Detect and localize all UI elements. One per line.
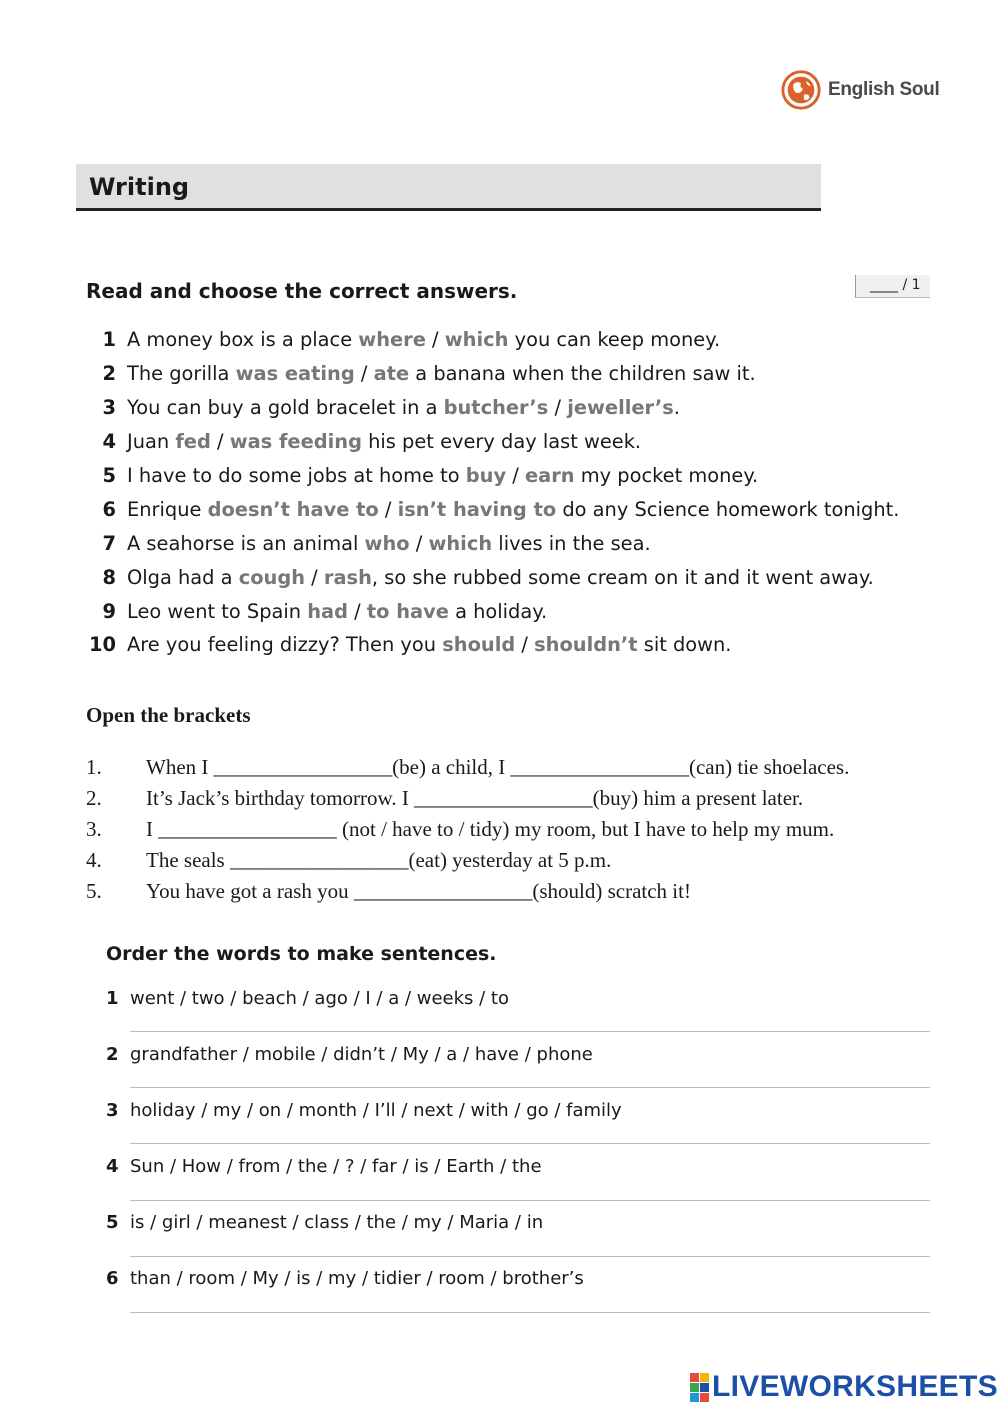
- answer-line[interactable]: [130, 1256, 930, 1257]
- exercise3-item: [106, 1262, 936, 1318]
- exercise3-item: [106, 1150, 936, 1206]
- sentence-text: .: [673, 396, 680, 420]
- section-title: Writing: [89, 173, 190, 201]
- answer-option[interactable]: cough: [238, 565, 306, 589]
- sentence-text: A seahorse is an animal: [127, 531, 365, 555]
- answer-option[interactable]: fed: [175, 430, 211, 454]
- item-sentence[interactable]: When I _________________(be) a child, I _________________(can) tie shoelaces.: [146, 755, 850, 779]
- exercise1-item: [86, 391, 966, 425]
- item-sentence: [127, 328, 720, 351]
- item-number: 1: [102, 328, 116, 352]
- english-soul-logo: [780, 68, 939, 112]
- answer-option[interactable]: ate: [373, 362, 410, 386]
- answer-option[interactable]: where: [358, 328, 426, 352]
- sentence-text: /: [210, 430, 230, 454]
- word-list: went / two / beach / ago / I / a / weeks / to: [130, 987, 509, 1009]
- item-sentence: [127, 464, 758, 487]
- item-number: 3: [106, 1099, 119, 1121]
- answer-option[interactable]: doesn’t have to: [207, 497, 379, 521]
- item-number: 7: [102, 531, 116, 555]
- item-number: 2.: [86, 786, 102, 810]
- sentence-text: /: [305, 565, 324, 589]
- sentence-text: Leo went to Spain: [127, 599, 308, 623]
- word-list: Sun / How / from / the / ? / far / is / Earth / the: [130, 1156, 542, 1178]
- exercise3-item: [106, 1037, 936, 1093]
- item-number: 4: [106, 1156, 119, 1178]
- sentence-text: a banana when the children saw it.: [409, 362, 756, 386]
- answer-option[interactable]: had: [307, 599, 349, 623]
- answer-line[interactable]: [130, 1031, 930, 1032]
- sentence-text: sit down.: [637, 633, 732, 657]
- item-sentence: [127, 362, 756, 385]
- answer-option[interactable]: shouldn’t: [534, 633, 638, 657]
- exercise1-item: [86, 357, 966, 391]
- item-number: 4: [102, 430, 116, 454]
- word-list: than / room / My / is / my / tidier / room / brother’s: [130, 1268, 584, 1290]
- item-sentence[interactable]: The seals _________________(eat) yesterday at 5 p.m.: [146, 848, 612, 872]
- item-sentence: [127, 532, 651, 555]
- answer-option[interactable]: which: [428, 531, 493, 555]
- liveworksheets-footer: [690, 1370, 998, 1404]
- item-sentence: [127, 498, 899, 521]
- exercise1-item: [86, 594, 966, 628]
- word-list: holiday / my / on / month / I’ll / next / with / go / family: [130, 1099, 622, 1121]
- sentence-text: /: [515, 633, 535, 657]
- item-number: 10: [89, 633, 116, 657]
- item-number: 6: [102, 497, 116, 521]
- exercise1-item: [86, 323, 966, 357]
- exercise2-item: [86, 752, 986, 783]
- sentence-text: /: [378, 497, 398, 521]
- exercise1-item: [86, 425, 966, 459]
- item-number: 1: [106, 987, 119, 1009]
- exercise2-heading: Open the brackets: [86, 703, 251, 727]
- sentence-text: A money box is a place: [127, 328, 359, 352]
- exercise3-heading: Order the words to make sentences.: [106, 943, 497, 965]
- answer-line[interactable]: [130, 1312, 930, 1313]
- answer-option[interactable]: who: [364, 531, 410, 555]
- answer-option[interactable]: to have: [366, 599, 449, 623]
- sentence-text: , so she rubbed some cream on it and it went away.: [371, 565, 874, 589]
- item-number: 2: [102, 362, 116, 386]
- sentence-text: /: [548, 396, 568, 420]
- exercise1-item: [86, 560, 966, 594]
- globe-icon: [780, 68, 822, 112]
- sentence-text: a holiday.: [448, 599, 548, 623]
- answer-option[interactable]: was feeding: [229, 430, 362, 454]
- sentence-text: /: [425, 328, 445, 352]
- exercise1-heading: Read and choose the correct answers.: [86, 279, 518, 303]
- answer-option[interactable]: was eating: [235, 362, 355, 386]
- exercise3-item: [106, 1206, 936, 1262]
- item-number: 6: [106, 1268, 119, 1290]
- answer-line[interactable]: [130, 1143, 930, 1144]
- section-header: [76, 164, 821, 211]
- sentence-text: /: [409, 531, 429, 555]
- answer-option[interactable]: jeweller’s: [567, 396, 674, 420]
- sentence-text: Olga had a: [127, 565, 239, 589]
- exercise1-item: [86, 492, 966, 526]
- item-sentence: [127, 633, 731, 656]
- exercise3-list: [106, 981, 936, 1318]
- sentence-text: Juan: [127, 430, 176, 454]
- item-number: 9: [102, 599, 116, 623]
- item-sentence[interactable]: It’s Jack’s birthday tomorrow. I _________________(buy) him a present later.: [146, 786, 804, 810]
- sentence-text: my pocket money.: [574, 464, 759, 487]
- logo-text: English Soul: [828, 79, 940, 100]
- sentence-text: /: [354, 362, 374, 386]
- item-number: 2: [106, 1043, 119, 1065]
- sentence-text: do any Science homework tonight.: [556, 497, 900, 521]
- item-sentence: [127, 600, 547, 623]
- answer-option[interactable]: should: [442, 633, 516, 657]
- liveworksheets-icon: [690, 1373, 709, 1402]
- exercise2-list: [86, 752, 986, 907]
- sentence-text: The gorilla: [127, 362, 236, 386]
- answer-option[interactable]: earn: [524, 464, 575, 487]
- item-number: 1.: [86, 755, 102, 779]
- item-sentence[interactable]: You have got a rash you _________________(should) scratch it!: [146, 879, 691, 903]
- item-number: 5: [106, 1212, 119, 1234]
- answer-option[interactable]: isn’t having to: [397, 497, 557, 521]
- item-number: 3: [102, 396, 116, 420]
- sentence-text: his pet every day last week.: [361, 430, 642, 454]
- exercise1-list: [86, 323, 966, 662]
- item-number: 5.: [86, 879, 102, 903]
- answer-option[interactable]: buy: [465, 464, 507, 487]
- sentence-text: Are you feeling dizzy? Then you: [127, 633, 443, 657]
- answer-option[interactable]: rash: [323, 565, 372, 589]
- answer-line[interactable]: [130, 1087, 930, 1088]
- item-number: 4.: [86, 848, 102, 872]
- item-sentence[interactable]: I _________________ (not / have to / tidy) my room, but I have to help my mum.: [146, 817, 835, 841]
- item-number: 8: [102, 565, 116, 589]
- word-list: is / girl / meanest / class / the / my / Maria / in: [130, 1212, 544, 1234]
- answer-option[interactable]: which: [444, 328, 509, 352]
- exercise2-item: [86, 845, 986, 876]
- exercise2-item: [86, 876, 986, 907]
- exercise1-item: [86, 628, 966, 662]
- sentence-text: /: [506, 464, 525, 487]
- exercise1-item: [86, 526, 966, 560]
- sentence-text: You can buy a gold bracelet in a: [127, 396, 444, 420]
- exercise2-item: [86, 783, 986, 814]
- exercise3-item: [106, 1093, 936, 1149]
- answer-option[interactable]: butcher’s: [443, 396, 549, 420]
- footer-text: LIVEWORKSHEETS: [712, 1370, 998, 1403]
- sentence-text: lives in the sea.: [492, 531, 651, 555]
- sentence-text: Enrique: [127, 497, 208, 521]
- item-number: 3.: [86, 817, 102, 841]
- sentence-text: /: [348, 599, 367, 623]
- word-list: grandfather / mobile / didn’t / My / a / have / phone: [130, 1043, 593, 1065]
- item-number: 5: [102, 464, 116, 487]
- sentence-text: I have to do some jobs at home to: [127, 464, 466, 487]
- score-box: ____ / 1: [855, 275, 930, 298]
- sentence-text: you can keep money.: [508, 328, 721, 352]
- exercise1-item: [86, 459, 966, 493]
- item-sentence: [127, 396, 680, 419]
- exercise2-item: [86, 814, 986, 845]
- item-sentence: [127, 566, 874, 589]
- answer-line[interactable]: [130, 1200, 930, 1201]
- exercise3-item: [106, 981, 936, 1037]
- item-sentence: [127, 430, 641, 453]
